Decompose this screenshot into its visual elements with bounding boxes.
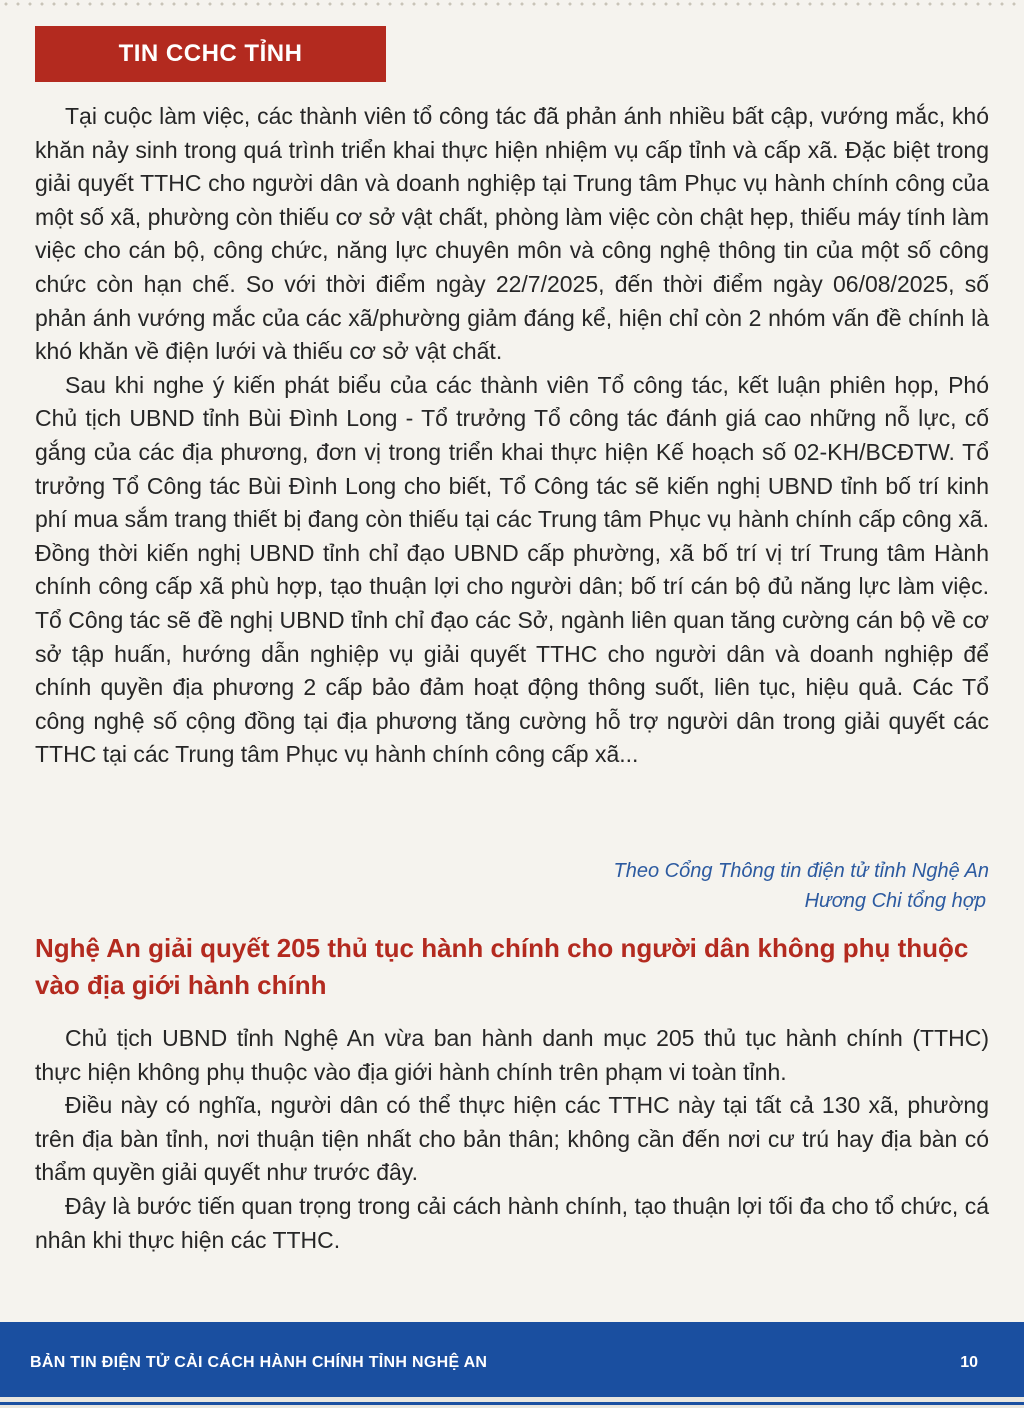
article-body-2 [35, 1022, 989, 1257]
article-headline: Nghệ An giải quyết 205 thủ tục hành chính cho người dân không phụ thuộc vào địa giới hành chính [35, 933, 969, 1000]
footer-title: BẢN TIN ĐIỆN TỬ CẢI CÁCH HÀNH CHÍNH TỈNH NGHỆ AN [30, 1354, 488, 1371]
article-paragraph: Chủ tịch UBND tỉnh Nghệ An vừa ban hành danh mục 205 thủ tục hành chính (TTHC) thực hiện không phụ thuộc vào địa giới hành chính trên phạm vi toàn tỉnh. [35, 1025, 989, 1085]
article-paragraph: Đây là bước tiến quan trọng trong cải cách hành chính, tạo thuận lợi tối đa cho tổ chức, cá nhân khi thực hiện các TTHC. [35, 1192, 989, 1253]
top-dotted-border [0, 0, 1024, 8]
article-paragraph: Điều này có nghĩa, người dân có thể thực hiện các TTHC này tại tất cả 130 xã, phường trên địa bàn tỉnh, nơi thuận tiện nhất cho bản thân; không cần đến nơi cư trú hay địa bàn có thẩm quyền giải quyết như trước đây. [35, 1092, 989, 1186]
section-header [35, 26, 386, 82]
article-body-1 [35, 100, 989, 772]
section-header-label: TIN CCHC TỈNH [118, 40, 303, 67]
article-paragraph: Tại cuộc làm việc, các thành viên tổ công tác đã phản ánh nhiều bất cập, vướng mắc, khó khăn nảy sinh trong quá trình triển khai thực hiện nhiệm vụ cấp tỉnh và cấp xã. Đặc biệt trong giải quyết TTHC cho người dân và doanh nghiệp tại Trung tâm Phục vụ hành chính công của một số xã, phường còn thiếu cơ sở vật chất, phòng làm việc còn chật hẹp, thiếu máy tính làm việc cho cán bộ, công chức, năng lực chuyên môn và công nghệ thông tin của một số công chức còn hạn chế. So với thời điểm ngày 22/7/2025, đến thời điểm ngày 06/08/2025, số phản ánh vướng mắc của các xã/phường giảm đáng kể, hiện chỉ còn 2 nhóm vấn đề chính là khó khăn về điện lưới và thiếu cơ sở vật chất. [35, 103, 989, 365]
article-source: Theo Cổng Thông tin điện tử tỉnh Nghệ An [613, 860, 989, 882]
page-footer [0, 1322, 1024, 1397]
footer-bottom-line [0, 1402, 1024, 1405]
page-number: 10 [960, 1354, 978, 1371]
article-compiler: Hương Chi tổng hợp [804, 890, 986, 912]
article-paragraph: Sau khi nghe ý kiến phát biểu của các thành viên Tổ công tác, kết luận phiên họp, Phó Chủ tịch UBND tỉnh Bùi Đình Long - Tổ trưởng Tổ công tác đánh giá cao những nỗ lực, cố gắng của các địa phương, đơn vị trong triển khai thực hiện Kế hoạch số 02-KH/BCĐTW. Tổ trưởng Tổ Công tác Bùi Đình Long cho biết, Tổ Công tác sẽ kiến nghị UBND tỉnh bố trí kinh phí mua sắm trang thiết bị đang còn thiếu tại các Trung tâm Phục vụ hành chính cấp công xã. Đồng thời kiến nghị UBND tỉnh chỉ đạo UBND cấp phường, xã bố trí vị trí Trung tâm Hành chính công cấp xã phù hợp, tạo thuận lợi cho người dân; bố trí cán bộ đủ năng lực làm việc. Tổ Công tác sẽ đề nghị UBND tỉnh chỉ đạo các Sở, ngành liên quan tăng cường cán bộ về cơ sở tập huấn, hướng dẫn nghiệp vụ giải quyết TTHC cho người dân và doanh nghiệp để chính quyền địa phương 2 cấp bảo đảm hoạt động thông suốt, liên tục, hiệu quả. Các Tổ công nghệ số cộng đồng tại địa phương tăng cường hỗ trợ người dân trong giải quyết các TTHC tại các Trung tâm Phục vụ hành chính công cấp xã... [35, 371, 989, 768]
